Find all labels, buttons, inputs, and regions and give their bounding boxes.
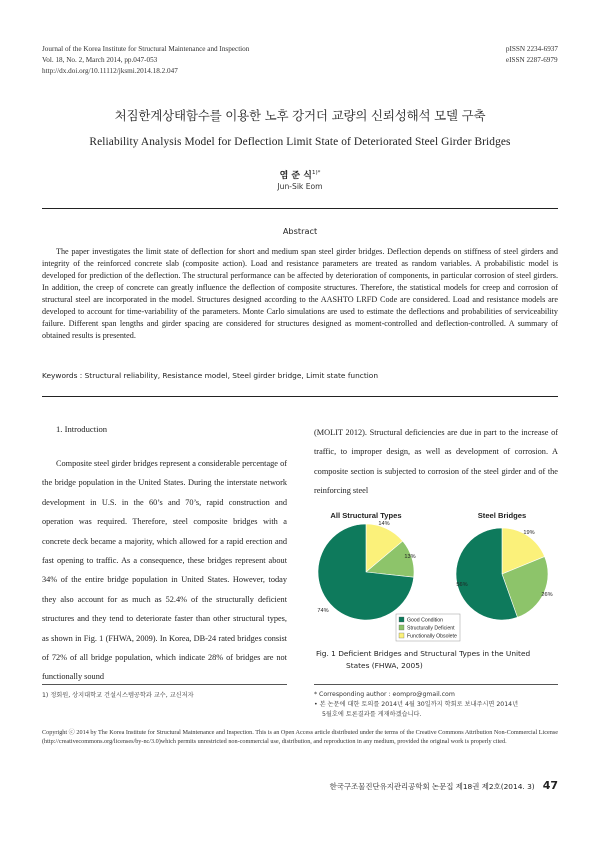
journal-header (42, 44, 249, 77)
issn-block (506, 44, 558, 66)
keywords: Keywords : Structural reliability, Resistance model, Steel girder bridge, Limit state function (42, 371, 379, 380)
author-affiliation-mark: 1)* (311, 170, 321, 176)
author-name-ko: 염 준 식 (279, 171, 312, 181)
pie-label-structurally-deficient: 26% (541, 592, 553, 598)
legend-label-functionally-obsolete: Functionally Obsolete (407, 633, 457, 640)
chart-legend (396, 614, 460, 641)
legend-swatch-structurally-deficient (399, 625, 404, 630)
section-heading: 1. Introduction (56, 424, 108, 434)
caption-line-1: Fig. 1 Deficient Bridges and Structural Types in the United (316, 649, 531, 658)
journal-volume: Vol. 18, No. 2, March 2014, pp.047-053 (42, 56, 158, 64)
chart-title-all: All Structural Types (330, 511, 402, 520)
abstract-heading: Abstract (282, 226, 318, 236)
abstract-body: The paper investigates the limit state of deflection for short and medium span steel girder bridges. Deflection depends on stiffness of steel girders and integrity of the reinforced concrete slab (composite action). Load and resistance parameters are treated as random variables. A probabilistic model is developed for prediction of the deflection. The structural performance can be affected by deterioration of components, in particular corrosion of steel girders. In addition, the creep of concrete can greatly influence the deflection of composite structures. Therefore, the statistical models for creep and corrosion of structural steel are incorporated in the model. Structures designed according to the AASHTO LRFD Code are considered. Load and resistance models are developed to account for time-variability of the parameters. Monte Carlo simulations are used to estimate the deflections and probabilities of serviceability failure. Different span lengths and girder spacing are considered for structures designed as moment-controlled and deflection-controlled. A summary of obtained results is presented. (42, 247, 558, 341)
author-korean (0, 168, 600, 181)
abstract-bottom-rule (42, 396, 558, 397)
intro-right-column: (MOLIT 2012). Structural deficiencies are due in part to the increase of traffic, to improper design, as well as development of corrosion. A composite section is subjected to corrosion of the steel girder and of the reinforcing steel (314, 428, 558, 496)
pie-all-structural-types (317, 521, 415, 620)
journal-name: Journal of the Korea Institute for Structural Maintenance and Inspection (42, 45, 250, 53)
legend-label-structurally-deficient: Structurally Deficient (407, 625, 455, 632)
pie-label-good-condition: 56% (456, 582, 468, 588)
title-english: Reliability Analysis Model for Deflection Limit State of Deteriorated Steel Girder Bridges (89, 136, 511, 148)
intro-left-column: Composite steel girder bridges represent a considerable percentage of the bridge population in the United States. During the interstate network development in U.S. in the 60’s and 70’s, rapid construction and operation was required. Therefore, steel composite bridges with a concrete deck became a majority, which allowed for a rapid erection and fast opening to traffic. As a consequence, these bridges represent about 34% of the entire bridge population in United States. However, today they also account for as much as 52.4% of the structurally deficient structures and they tend to deteriorate faster than other structural types, as shown in Fig. 1 (FHWA, 2009). In Korea, DB-24 rated bridges consist of 72% of all bridge population, which indicate 28% of bridges are not functionally sound (42, 459, 287, 682)
chart-title-steel: Steel Bridges (477, 511, 527, 520)
footer-journal: 한국구조물진단유지관리공학회 논문집 제18권 제2호(2014. 3) (329, 782, 535, 791)
legend-label-good-condition: Good Condition (407, 617, 444, 624)
doi-link[interactable]: http://dx.doi.org/10.11112/jksmi.2014.18.2.047 (42, 67, 178, 75)
legend-swatch-good-condition (399, 617, 404, 622)
corresponding-author: * Corresponding author : eompro@gmail.com (314, 691, 455, 698)
pie-label-structurally-deficient: 13% (404, 554, 416, 560)
legend-swatch-functionally-obsolete (399, 633, 404, 638)
abstract-top-rule (42, 208, 558, 209)
pie-label-functionally-obsolete: 19% (523, 530, 535, 536)
pie-steel-bridges (456, 528, 553, 620)
footnote-corresponding (314, 690, 558, 720)
copyright-notice: Copyright ⓒ 2014 by The Korea Institute for Structural Maintenance and Inspection. This is an Open Access article distributed under the terms of the Creative Commons Attribution Non-Commercial License (http://creativecommons.org/licenses/by-nc/3.0)which permits unrestricted non-commercial use, distribution, and reproduction in any medium, provided the original work is properly cited. (42, 729, 558, 746)
footnote-affiliation: 1) 정회원, 상지대학교 건설시스템공학과 교수, 교신저자 (42, 692, 194, 699)
footnote-rule-left (42, 684, 287, 685)
caption-line-2: States (FHWA, 2005) (346, 660, 423, 670)
figure-1 (314, 506, 558, 646)
discussion-note-cont: 5월호에 토론결과를 게재하겠습니다. (322, 711, 422, 718)
pie-label-functionally-obsolete: 14% (378, 521, 390, 527)
pie-charts (314, 506, 558, 646)
pie-label-good-condition: 74% (317, 608, 329, 614)
figure-caption (314, 648, 558, 671)
pissn: pISSN 2234-6937 (505, 45, 558, 53)
author-english: Jun-Sik Eom (277, 182, 323, 191)
footnote-rule-right (314, 684, 558, 685)
page-footer (330, 779, 558, 792)
page-number: 47 (542, 779, 558, 792)
discussion-note: • 본 논문에 대한 토의를 2014년 4월 30일까지 학회로 보내주시면 2014년 (314, 701, 519, 708)
eissn: eISSN 2287-6979 (505, 56, 558, 64)
title-korean: 처짐한계상태함수를 이용한 노후 강거더 교량의 신뢰성해석 모델 구축 (114, 108, 486, 123)
